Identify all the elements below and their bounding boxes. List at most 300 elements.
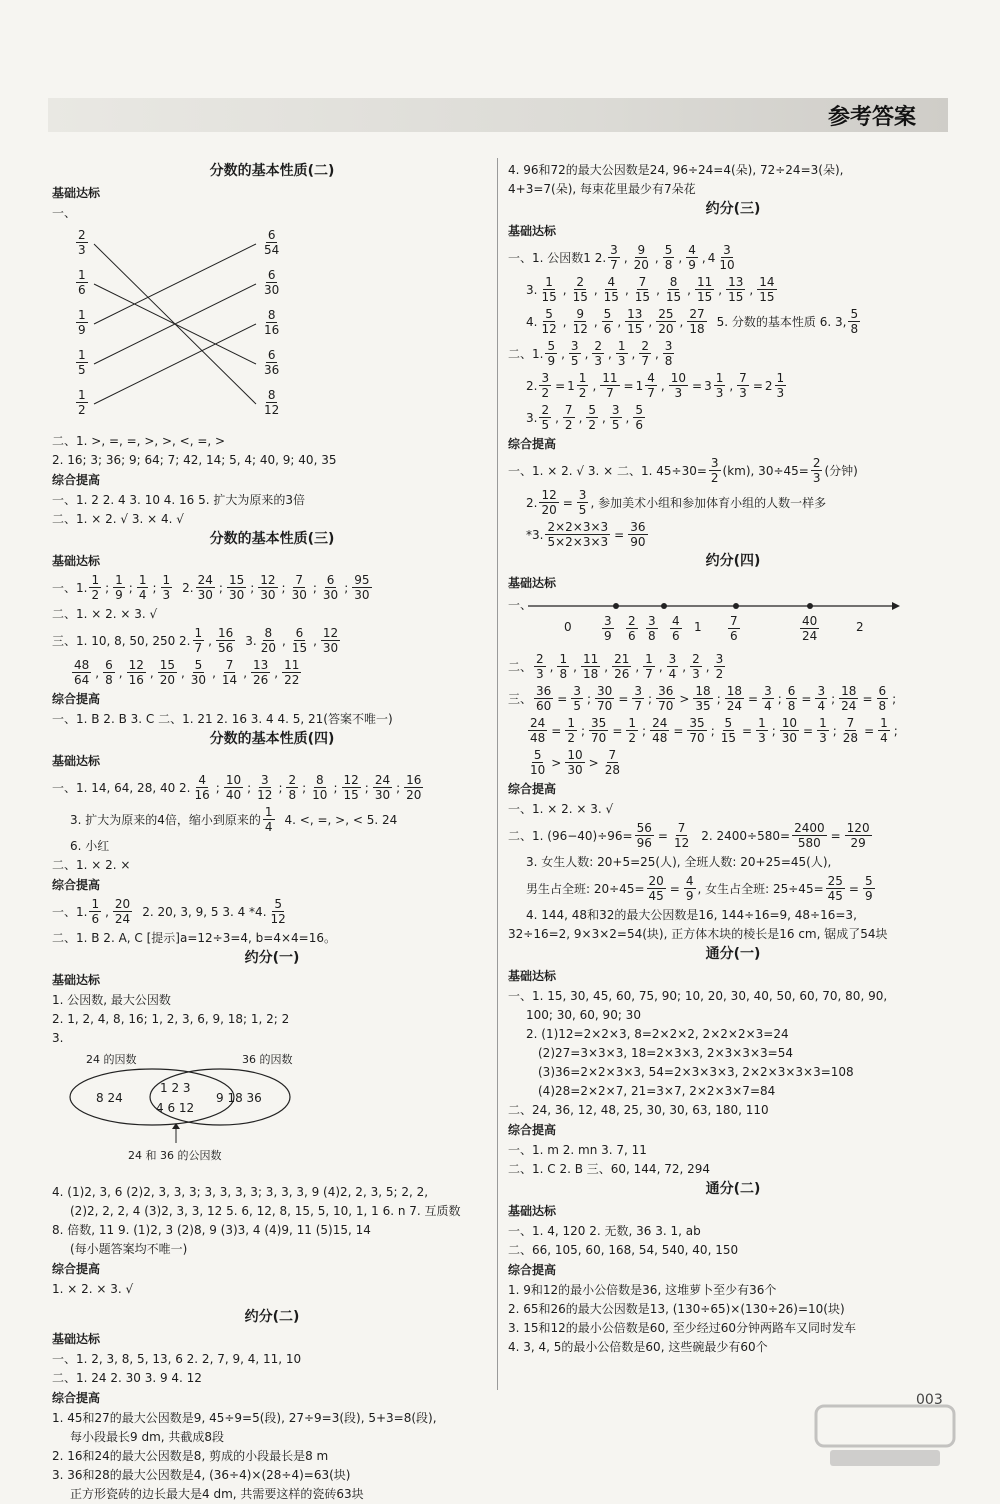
separator: ,	[604, 659, 609, 674]
separator: =	[742, 723, 753, 738]
fraction	[557, 652, 569, 681]
fraction	[565, 748, 584, 777]
fraction-group	[191, 626, 238, 655]
answer-line	[52, 897, 492, 926]
numerator: 3	[541, 371, 550, 385]
numerator: 25	[827, 874, 843, 888]
denominator: 5	[78, 363, 86, 377]
answer-line	[508, 339, 958, 368]
numerator: 3	[610, 243, 618, 257]
separator: =	[862, 691, 873, 706]
separator: ;	[642, 723, 647, 738]
separator: ;	[831, 691, 836, 706]
fraction	[672, 821, 691, 850]
numerator: 18	[726, 684, 743, 698]
denominator: 26	[614, 667, 630, 681]
denominator: 15	[728, 290, 744, 304]
answer-line: 1. 公因数, 最大公因数	[52, 993, 171, 1007]
fraction	[839, 684, 858, 713]
denominator: 24	[841, 699, 857, 713]
comparison-group	[532, 684, 898, 713]
answer-line: 二、1. >, =, =, >, >, <, =, >	[52, 434, 226, 448]
separator: ,	[635, 659, 640, 674]
denominator: 5	[541, 418, 550, 432]
subheading: 基础达标	[52, 754, 101, 768]
numerator: 2	[541, 403, 550, 417]
numerator: 8	[264, 626, 273, 640]
fraction-group	[194, 573, 374, 602]
numerator: 11	[284, 658, 300, 672]
numerator: 4	[607, 275, 616, 289]
separator: ;	[832, 723, 837, 738]
numerator: 12	[343, 773, 359, 787]
fraction	[848, 307, 860, 336]
denominator: 3	[536, 667, 544, 681]
answer-line: 一、1. × 2. × 3. √	[508, 802, 614, 816]
numerator: 5	[603, 307, 612, 321]
denominator: 9	[688, 258, 696, 272]
separator: ,	[678, 250, 683, 265]
numerator: 8	[315, 773, 324, 787]
denominator: 7	[641, 354, 649, 368]
separator: ,	[656, 282, 660, 297]
numerator: 3	[764, 684, 772, 698]
numerator: 2×2×3×3	[547, 520, 609, 534]
separator: ;	[281, 580, 286, 595]
fraction	[756, 716, 768, 745]
answer-line	[508, 652, 958, 681]
numerator: 14	[759, 275, 775, 289]
section-title: 通分(一)	[705, 946, 761, 962]
answer-line	[508, 371, 958, 400]
separator: ;	[587, 691, 592, 706]
fraction	[667, 652, 679, 681]
numerator: 1	[559, 652, 568, 666]
numerator: 12	[260, 573, 276, 587]
denominator: 4	[880, 731, 888, 745]
separator: =	[618, 691, 629, 706]
separator: ,	[313, 633, 317, 648]
denominator: 20	[633, 258, 649, 272]
answer-line: 二、24, 36, 12, 48, 25, 30, 30, 63, 180, 110	[508, 1103, 769, 1117]
fraction	[815, 684, 827, 713]
separator: ;	[648, 691, 653, 706]
fraction	[563, 403, 575, 432]
numerator: 24	[652, 716, 668, 730]
separator: ;	[312, 580, 317, 595]
fraction	[534, 652, 546, 681]
denominator: 16	[264, 323, 280, 337]
fraction	[404, 773, 423, 802]
denominator: 18	[689, 322, 705, 336]
denominator: 4	[668, 667, 677, 681]
denominator: 2	[567, 731, 575, 745]
answer-line	[52, 626, 492, 655]
answer-line	[526, 716, 958, 745]
numerator: 20	[648, 874, 664, 888]
numerator: 5	[274, 897, 282, 911]
fraction	[863, 874, 875, 903]
numerator: 2	[692, 652, 700, 666]
separator: ;	[716, 691, 721, 706]
numerator: 8	[267, 308, 276, 322]
fraction	[282, 658, 301, 687]
separator: ,	[555, 410, 559, 425]
separator: ,	[95, 665, 100, 680]
denominator: 12	[673, 836, 690, 850]
answer-text: 3.	[526, 410, 538, 425]
denominator: 3	[819, 731, 827, 745]
fraction	[684, 874, 696, 903]
comparison-group	[526, 716, 900, 745]
number-line-point	[807, 603, 813, 609]
numerator: 36	[536, 684, 552, 698]
separator: ;	[105, 580, 110, 595]
number-line-point	[613, 603, 619, 609]
fraction-group	[537, 275, 778, 304]
denominator: 8	[850, 322, 859, 336]
answer-line: (3)36=2×2×3×3, 54=2×3×3×3, 2×2×3×3×3=108	[538, 1065, 854, 1079]
numerator: 8	[669, 275, 678, 289]
answer-line: 2. 65和26的最大公因数是13, (130÷65)×(130÷26)=10(块)	[508, 1302, 845, 1316]
numerator: 4	[685, 874, 694, 888]
fraction	[258, 573, 277, 602]
separator: ,	[592, 378, 597, 393]
denominator: 9	[864, 889, 873, 903]
fraction	[72, 658, 91, 687]
fraction	[189, 658, 208, 687]
numerator: 1	[776, 371, 785, 385]
separator: ,	[180, 665, 185, 680]
venn-right-label: 36 的因数	[242, 1053, 293, 1066]
numerator: 1	[194, 626, 203, 640]
matching-line	[94, 244, 256, 324]
answer-line: 二、1. C 2. B 三、60, 144, 72, 294	[508, 1162, 711, 1176]
numerator: 10	[670, 371, 686, 385]
fraction	[262, 228, 281, 257]
denominator: 8	[288, 788, 297, 802]
denominator: 70	[597, 699, 613, 713]
answer-line: 二、1. 24 2. 30 3. 9 4. 12	[52, 1371, 202, 1385]
fraction	[592, 339, 604, 368]
answer-text: 一、1. × 2. √ 3. × 二、1. 45÷30=	[508, 463, 707, 478]
fraction	[687, 716, 706, 745]
denominator: 4	[264, 820, 273, 834]
numerator: 3	[634, 684, 643, 698]
numerator: 5	[635, 403, 643, 417]
fraction-group	[537, 307, 708, 336]
answer-line	[508, 307, 958, 336]
denominator: 30	[322, 588, 339, 602]
denominator: 3	[739, 386, 747, 400]
fraction	[113, 573, 125, 602]
answer-text: 4.	[526, 314, 538, 329]
fraction	[571, 684, 583, 713]
fraction	[528, 716, 547, 745]
separator: ,	[608, 346, 612, 361]
separator: >	[588, 755, 599, 770]
fraction	[539, 488, 558, 517]
answer-line: 3.	[52, 1031, 64, 1045]
answer-text: 3.	[245, 633, 257, 648]
answer-text: 2.	[182, 580, 194, 595]
separator: ;	[777, 691, 782, 706]
fraction	[216, 626, 235, 655]
fraction	[663, 339, 675, 368]
fraction	[728, 614, 740, 643]
fraction-group	[537, 403, 647, 432]
denominator: 3	[594, 354, 603, 368]
answer-line: 一、1. 15, 30, 45, 60, 75, 90; 10, 20, 30, 40, 50, 60, 70, 80, 90,	[508, 989, 888, 1003]
numerator: 3	[715, 652, 724, 666]
answer-text: =	[657, 828, 668, 843]
fraction	[539, 275, 558, 304]
numerator: 5	[194, 658, 203, 672]
fraction	[625, 307, 644, 336]
separator: ;	[302, 780, 307, 795]
answer-text: 2.	[526, 378, 538, 393]
subheading: 基础达标	[52, 1332, 101, 1346]
answer-text: , 女生占全班: 25÷45=	[697, 881, 824, 896]
fraction	[539, 307, 558, 336]
separator: ,	[593, 314, 598, 329]
answer-line	[526, 874, 958, 903]
fraction	[534, 684, 553, 713]
fraction-group	[532, 652, 727, 681]
fraction	[647, 874, 666, 903]
numerator: 6	[267, 348, 276, 362]
numerator: 13	[728, 275, 744, 289]
comparison-group	[526, 748, 624, 777]
denominator: 2	[91, 588, 100, 602]
separator: =	[692, 378, 703, 393]
numerator: 5	[547, 339, 556, 353]
numerator: 7	[846, 716, 855, 730]
numerator: 1	[545, 275, 553, 289]
fraction	[610, 403, 622, 432]
denominator: 3	[692, 667, 700, 681]
answer-line: 1. 9和12的最小公倍数是36, 这堆萝卜至少有36个	[508, 1283, 777, 1297]
venn-left-label: 24 的因数	[86, 1053, 137, 1066]
answer-line	[70, 805, 492, 834]
fraction	[571, 275, 590, 304]
subheading: 基础达标	[508, 224, 557, 238]
numerator: 35	[689, 716, 705, 730]
denominator: 14	[221, 673, 238, 687]
separator: ,	[625, 410, 630, 425]
column-divider	[497, 158, 498, 1390]
denominator: 2	[588, 418, 597, 432]
separator: ;	[892, 691, 897, 706]
fraction	[137, 573, 149, 602]
denominator: 70	[689, 731, 705, 745]
answer-line: 2. 1, 2, 4, 8, 16; 1, 2, 3, 6, 9, 18; 1, 2; 2	[52, 1012, 290, 1026]
numerator: 6	[878, 684, 887, 698]
fraction	[600, 371, 619, 400]
separator: ,	[149, 665, 154, 680]
subheading: 基础达标	[508, 1204, 557, 1218]
answer-text: 一、1. 14, 64, 28, 40 2.	[52, 780, 191, 795]
numerator: 1	[578, 371, 587, 385]
answer-line	[508, 821, 958, 850]
fraction	[811, 456, 823, 485]
denominator: 18	[582, 667, 599, 681]
numerator: 7	[739, 371, 747, 385]
fraction	[687, 307, 706, 336]
fraction	[845, 821, 872, 850]
fraction	[321, 626, 340, 655]
fraction	[158, 658, 177, 687]
numerator: 48	[74, 658, 90, 672]
separator: ,	[573, 659, 577, 674]
venn-bottom-label: 24 和 36 的公因数	[128, 1149, 222, 1162]
numerator: 11	[697, 275, 713, 289]
fraction-group	[257, 626, 343, 655]
separator: ;	[278, 780, 283, 795]
numerator: 7	[225, 658, 234, 672]
fraction	[626, 716, 638, 745]
fraction	[76, 268, 88, 297]
denominator: 9	[685, 889, 694, 903]
separator: ,	[243, 665, 248, 680]
separator: ,	[648, 314, 653, 329]
answer-line: 6. 小红	[70, 839, 110, 853]
answer-line	[508, 275, 958, 304]
fraction	[76, 388, 88, 417]
answer-line: 8. 倍数, 11 9. (1)2, 3 (2)8, 9 (3)3, 4 (4)9, 11 (5)15, 14	[52, 1223, 371, 1237]
mixed-whole: 1	[635, 378, 644, 393]
numerator: 7	[564, 403, 573, 417]
separator: ,	[631, 346, 636, 361]
fraction	[656, 684, 675, 713]
mixed-whole: 4	[707, 250, 716, 265]
separator: ;	[710, 723, 715, 738]
denominator: 2	[564, 418, 573, 432]
fraction	[602, 275, 621, 304]
separator: ,	[654, 346, 659, 361]
numerator: 56	[636, 821, 652, 835]
fraction	[76, 228, 88, 257]
denominator: 16	[128, 673, 144, 687]
answer-text: 一、1. 公因数1 2.	[508, 250, 607, 265]
denominator: 8	[878, 699, 887, 713]
answer-text: =	[669, 881, 680, 896]
numerator: 1	[645, 652, 653, 666]
numerator: 3	[573, 684, 581, 698]
fraction	[786, 684, 798, 713]
fraction	[719, 716, 738, 745]
denominator: 15	[572, 290, 588, 304]
denominator: 5	[611, 418, 620, 432]
left-column	[52, 160, 492, 1504]
fraction	[581, 652, 600, 681]
answer-line: (每小题答案均不唯一)	[70, 1242, 188, 1256]
section-title: 约分(三)	[705, 201, 761, 217]
numerator: 10	[225, 773, 242, 787]
separator: =	[801, 691, 812, 706]
numerator: 4	[688, 243, 696, 257]
separator: ,	[660, 378, 665, 393]
denominator: 15	[720, 731, 737, 745]
fraction	[127, 658, 146, 687]
fraction	[693, 684, 712, 713]
numerator: 7	[608, 748, 617, 762]
separator: =	[551, 723, 562, 738]
denominator: 3	[758, 731, 766, 745]
fraction	[762, 684, 774, 713]
watermark-logo	[810, 1400, 960, 1470]
section-title: 分数的基本性质(三)	[209, 531, 335, 547]
separator: ,	[578, 410, 583, 425]
numerator: 3	[260, 773, 269, 787]
numerator: 1	[162, 573, 171, 587]
denominator: 580	[797, 836, 821, 850]
subheading: 综合提高	[52, 692, 101, 706]
numerator: 15	[159, 658, 175, 672]
denominator: 2	[710, 471, 719, 485]
denominator: 7	[634, 699, 643, 713]
denominator: 15	[627, 322, 643, 336]
denominator: 6	[603, 322, 612, 336]
numerator: 1	[91, 897, 100, 911]
answer-line	[52, 573, 492, 602]
fraction	[595, 684, 614, 713]
denominator: 6	[672, 629, 680, 643]
answer-line: 4+3=7(朵), 每束花里最少有7朵花	[508, 182, 696, 196]
numerator: 1	[264, 805, 273, 819]
numerator: 120	[846, 821, 870, 835]
numerator: 3	[648, 614, 656, 628]
separator: ,	[617, 314, 622, 329]
answer-line: 4. 3, 4, 5的最小公倍数是60, 这些碗最少有60个	[508, 1340, 768, 1354]
denominator: 45	[648, 889, 664, 903]
fraction	[714, 371, 726, 400]
numerator: 2	[628, 614, 636, 628]
fraction	[262, 308, 281, 337]
fraction	[113, 897, 132, 926]
fraction	[565, 716, 577, 745]
fraction	[539, 371, 551, 400]
fraction	[714, 652, 726, 681]
subheading: 基础达标	[52, 973, 101, 987]
numerator: 6	[787, 684, 796, 698]
numerator: 2	[78, 228, 86, 242]
numerator: 16	[217, 626, 234, 640]
denominator: 30	[228, 588, 245, 602]
denominator: 12	[541, 322, 557, 336]
denominator: 3	[776, 386, 785, 400]
denominator: 8	[664, 258, 673, 272]
numerator: 3	[664, 339, 673, 353]
denominator: 30	[197, 588, 213, 602]
answer-line	[526, 748, 958, 777]
denominator: 3	[674, 386, 683, 400]
answer-text: *3.	[526, 527, 544, 542]
matching-diagram	[66, 224, 492, 428]
answer-line	[508, 488, 958, 517]
answer-line: 每小段最长9 dm, 共截成8段	[70, 1430, 225, 1444]
number-line-point	[733, 603, 739, 609]
numerator: 3	[723, 243, 731, 257]
numerator: 30	[597, 684, 613, 698]
numerator: 1	[115, 573, 123, 587]
fraction	[103, 658, 115, 687]
denominator: 96	[636, 836, 652, 850]
answer-text: 二、1. (96−40)÷96=	[508, 828, 633, 843]
denominator: 16	[194, 788, 210, 802]
numerator: 3	[611, 403, 620, 417]
answer-text: 三、1. 10, 8, 50, 250 2.	[52, 633, 191, 648]
